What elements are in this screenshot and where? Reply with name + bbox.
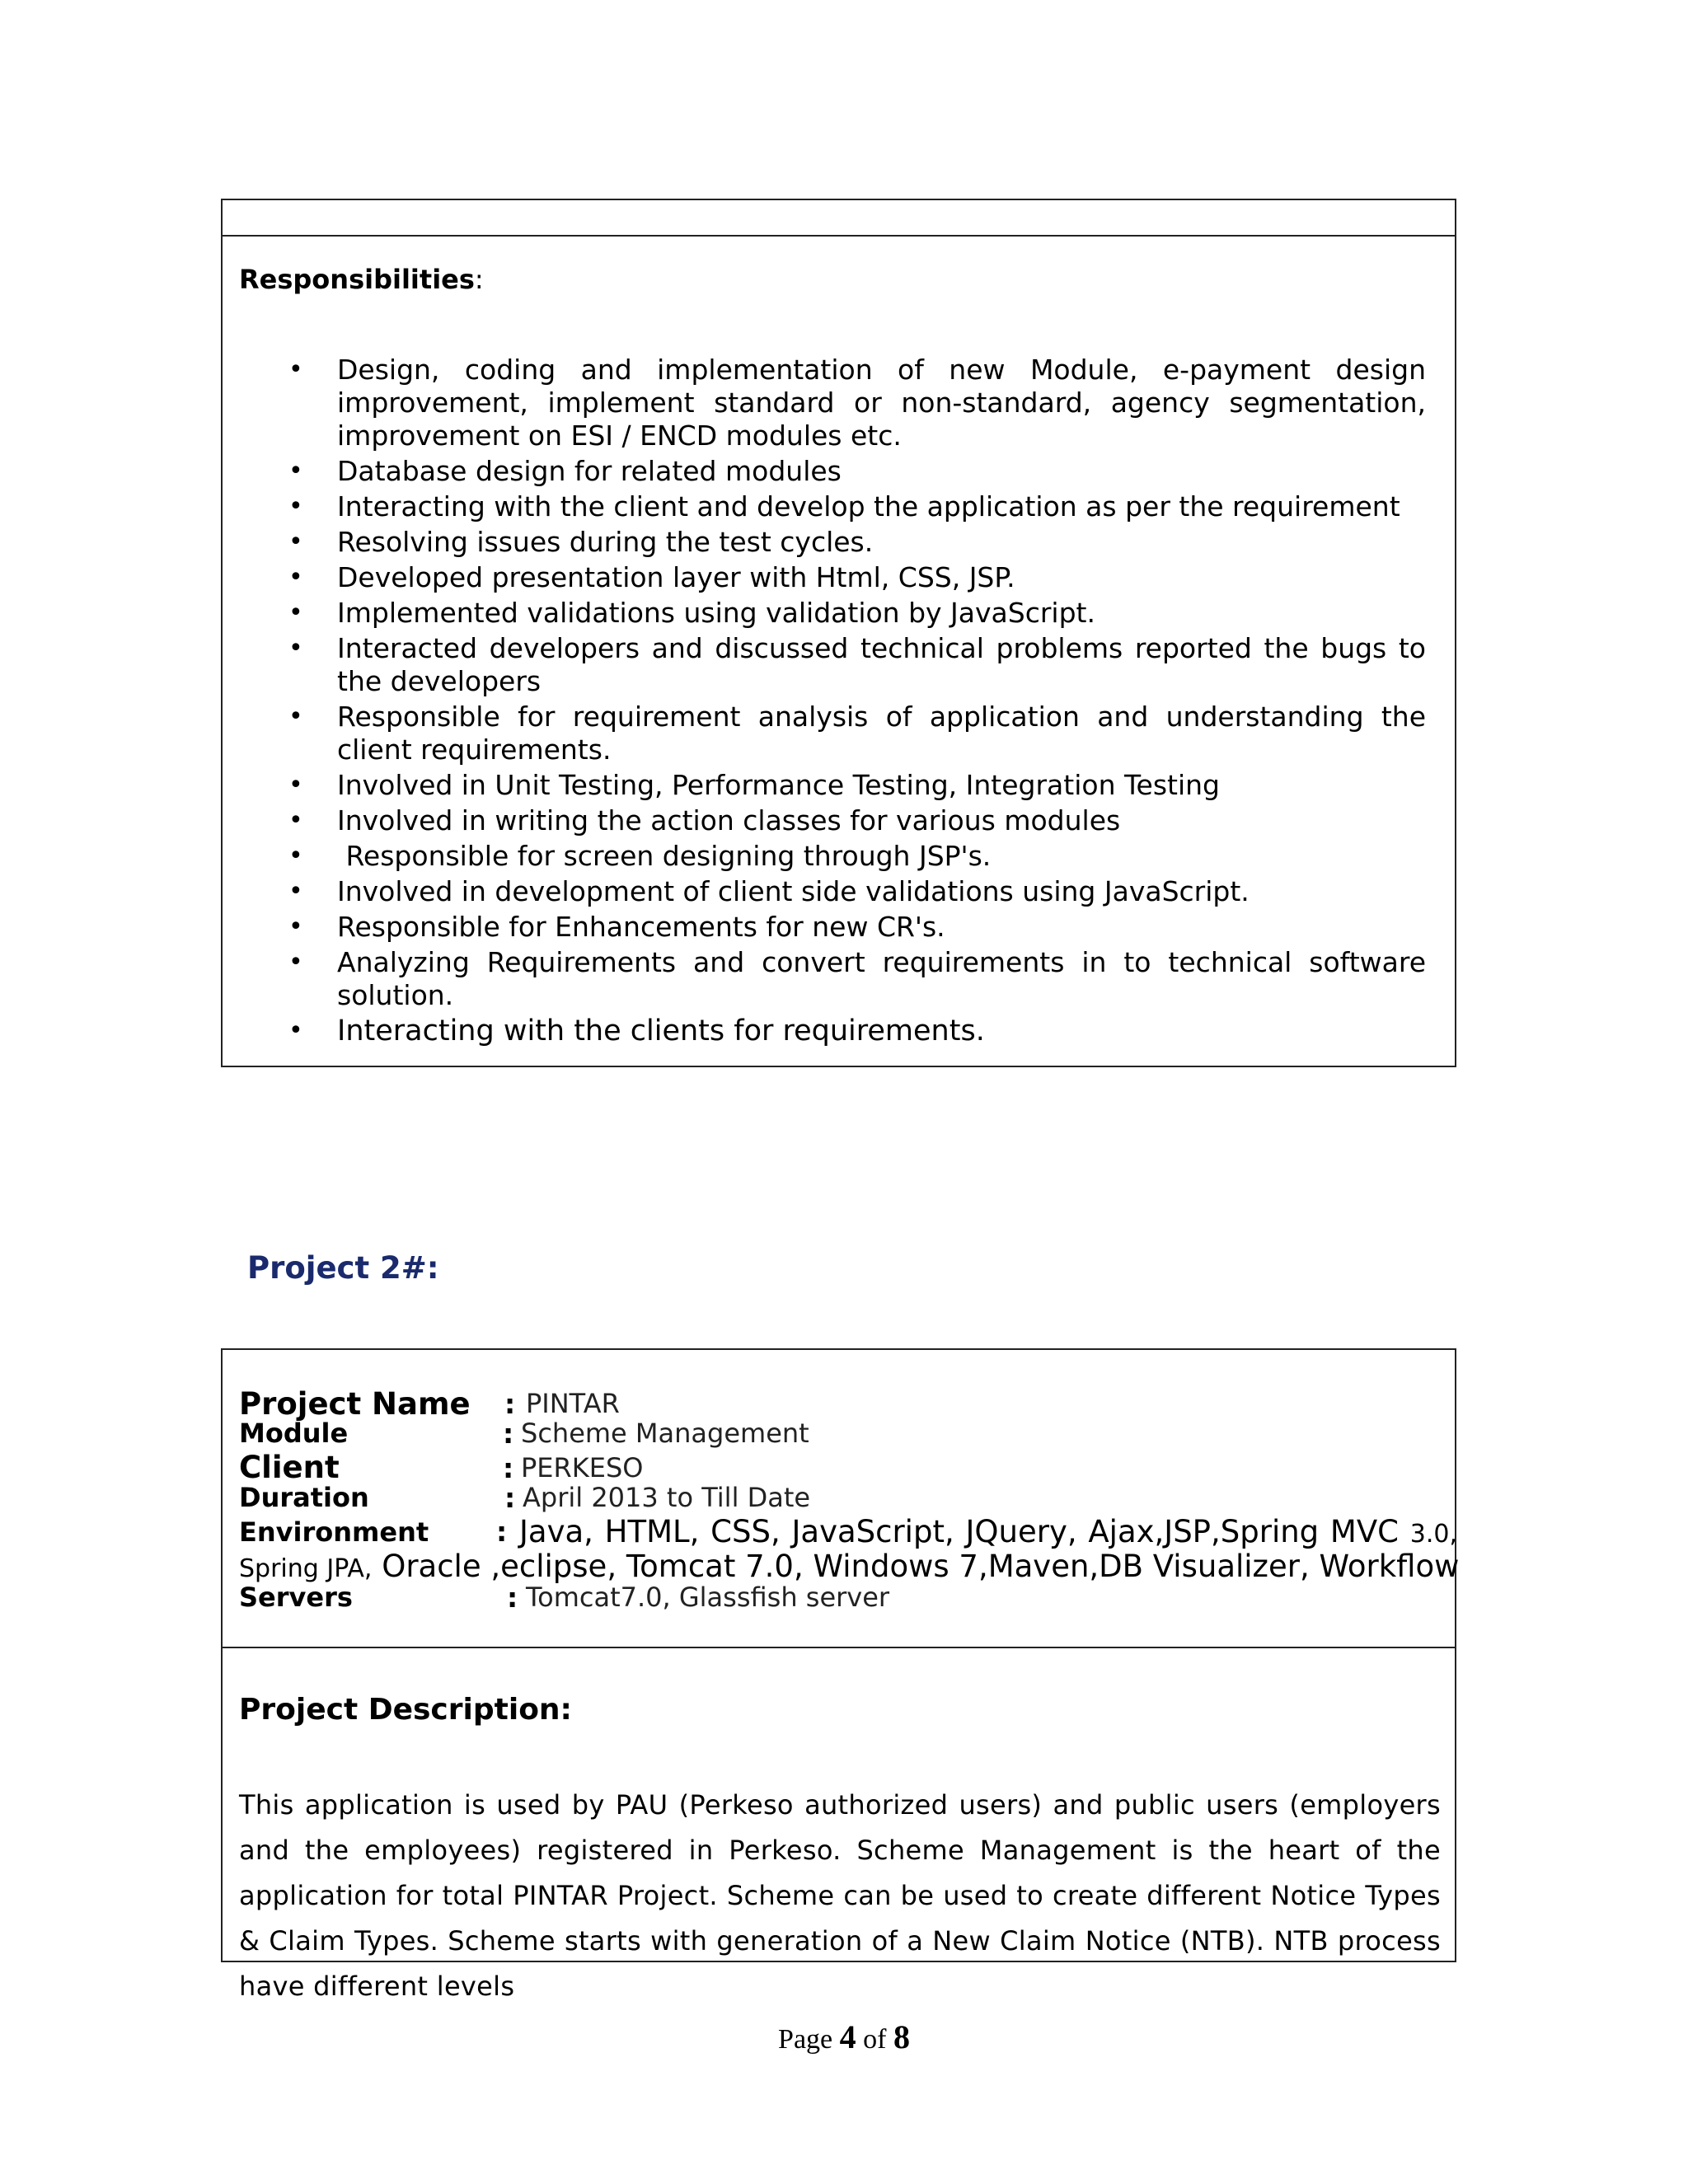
client-label: Client [239, 1450, 340, 1485]
client-value: PERKESO [521, 1452, 644, 1483]
project-info [239, 1386, 1460, 1614]
project-name-value: PINTAR [526, 1388, 620, 1419]
list-item: • Responsible for screen designing through JSP's. [288, 840, 992, 872]
module-value: Scheme Management [521, 1418, 809, 1449]
duration-row: Duration : April 2013 to Till Date [239, 1482, 811, 1514]
project-heading: Project 2#: [247, 1250, 439, 1286]
project-description-heading: Project Description: [239, 1693, 572, 1727]
servers-row: Servers : Tomcat7.0, Glassfish server [239, 1582, 890, 1614]
duration-label: Duration [239, 1482, 369, 1513]
project-description-text: This application is used by PAU (Perkeso authorized users) and public users (employers and the employees) registered in Perkeso. Scheme Management is the heart of the application for total PINTAR Project. Scheme can be used to create different Notice Types & Claim Types. Scheme starts with generation of a New Claim Notice (NTB). NTB process have different levels [239, 1789, 1441, 2002]
environment-row: Environment : Java, HTML, CSS, JavaScript, JQuery, Ajax,JSP,Spring MVC 3.0, [239, 1514, 1458, 1549]
list-item: • Developed presentation layer with Html, CSS, JSP. [288, 561, 1015, 593]
list-item: • Involved in development of client side validations using JavaScript. [288, 875, 1250, 907]
client-row: Client : PERKESO [239, 1450, 644, 1485]
list-item: • Interacting with the client and develop the application as per the requirement [288, 490, 1400, 523]
list-item: • Involved in Unit Testing, Performance Testing, Integration Testing [288, 769, 1220, 801]
list-item: • Involved in writing the action classes for various modules [288, 804, 1121, 837]
module-row: Module : Scheme Management [239, 1418, 809, 1450]
list-item: • Analyzing Requirements and convert requirements in to technical software solution. [288, 946, 1426, 1011]
project-details-box [221, 1348, 1460, 2002]
list-item: • Resolving issues during the test cycles. [288, 526, 874, 558]
module-label: Module [239, 1418, 349, 1449]
list-item: • Responsible for Enhancements for new CR's. [288, 911, 945, 943]
servers-label: Servers [239, 1582, 353, 1613]
divider [223, 1647, 1455, 1648]
list-item: • Design, coding and implementation of new Module, e-payment design improvement, implement standard or non-standard, agency segmentation, improvement on ESI / ENCD modules etc. [288, 354, 1426, 452]
responsibilities-heading: Responsibilities: [239, 264, 484, 295]
environment-value-continued: Spring JPA, Oracle ,eclipse, Tomcat 7.0, Windows 7,Maven,DB Visualizer, Workflow [239, 1549, 1460, 1584]
servers-value: Tomcat7.0, Glassfish server [526, 1582, 890, 1613]
responsibilities-box [221, 199, 1456, 1067]
list-item: • Implemented validations using validation by JavaScript. [288, 597, 1095, 629]
environment-label: Environment [239, 1516, 429, 1548]
page-total: 8 [893, 2018, 910, 2055]
environment-value: Java, HTML, CSS, JavaScript, JQuery, Ajax,JSP,Spring MVC 3.0, [519, 1514, 1458, 1549]
project-name-label: Project Name [239, 1386, 471, 1422]
environment-row-continued [239, 1549, 1460, 1584]
empty-table-row [223, 200, 1455, 237]
responsibilities-list [223, 354, 1442, 1050]
list-item: • Interacted developers and discussed technical problems reported the bugs to the developers [288, 632, 1426, 697]
list-item: • Interacting with the clients for requirements. [288, 1015, 985, 1047]
page-number: 4 [839, 2018, 856, 2055]
project-name-row: Project Name : PINTAR [239, 1386, 620, 1422]
page-footer: Page 4 of 8 [778, 2018, 910, 2055]
duration-value: April 2013 to Till Date [523, 1482, 811, 1513]
list-item: • Database design for related modules [288, 455, 842, 487]
list-item: • Responsible for requirement analysis of application and understanding the client requirements. [288, 701, 1426, 766]
